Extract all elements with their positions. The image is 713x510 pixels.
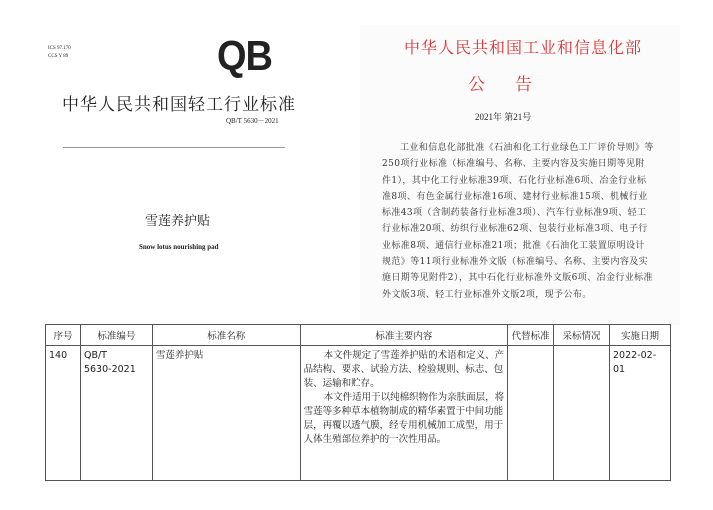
header-adoption: 采标情况 — [554, 325, 610, 346]
ccs-text: CCS Y 89 — [48, 54, 69, 59]
standards-table — [45, 324, 671, 481]
product-name-en: Snow lotus nourishing pad — [139, 243, 219, 251]
cell-date: 2022-02-01 — [610, 346, 671, 481]
ministry-title: 中华人民共和国工业和信息化部 — [404, 38, 643, 57]
code-line1: QB/T — [83, 350, 107, 361]
cell-replaces — [508, 346, 554, 481]
cell-code — [80, 346, 152, 481]
header-index: 序号 — [46, 325, 81, 346]
notice-body: 工业和信息化部批准《石油和化工行业绿色工厂评价导则》等250项行业标准（标准编号、名称、主要内容及实施日期等见附件1），其中化工行业标准39项、石化行业标准6项、冶金行业标准8项、有色金属行业标准16项、建材行业标准15项、机械行业标准43项（含制药装备行业标准3项）、汽车行业标准9项、轻工行业标准20项、纺织行业标准62项、包装行业标准3项、电子行业标准8项、通信行业标准21项；批准《石油化工装置原明设计规范》等11项行业标准外文版（标准编号、名称、主要内容及实施日期等见附件2），其中石化行业标准外文版6项、冶金行业标准外文版3项、轻工行业标准外文版2项，现予公布。 — [382, 143, 654, 300]
header-date: 实施日期 — [610, 325, 671, 346]
ics-code — [48, 45, 71, 61]
standard-type: 中华人民共和国轻工行业标准 — [62, 95, 296, 115]
content-paragraph: 本文件规定了雪莲养护贴的术语和定义、产品结构、要求、试验方法、检验规则、标志、包装、运输和贮存。 — [303, 350, 505, 389]
standard-code: QB/T 5630－2021 — [226, 117, 279, 125]
header-code: 标准编号 — [80, 325, 152, 346]
ics-text: ICS 97.170 — [48, 46, 71, 51]
cell-content — [300, 346, 508, 481]
cell-adoption — [554, 346, 610, 481]
header-name: 标准名称 — [152, 325, 300, 346]
header-content: 标准主要内容 — [300, 325, 508, 346]
table-header-row — [46, 325, 671, 346]
notice-number: 2021年 第21号 — [475, 112, 532, 122]
notice-title: 公告 — [468, 75, 562, 95]
qb-logo: QB — [217, 33, 272, 81]
header-replaces: 代替标准 — [508, 325, 554, 346]
code-line2: 5630-2021 — [83, 364, 136, 375]
divider — [63, 147, 285, 148]
content-paragraph: 本文件适用于以纯棉织物作为亲肤面层，将雪莲等多种草本植物制成的精华素置于中间功能层，再覆以透气膜，经专用机械加工成型，用于人体生殖部位养护的一次性用品。 — [303, 392, 505, 445]
cell-name: 雪莲养护贴 — [152, 346, 300, 481]
product-name-cn: 雪莲养护贴 — [145, 214, 211, 229]
table-row — [46, 346, 671, 481]
cell-index: 140 — [46, 346, 81, 481]
